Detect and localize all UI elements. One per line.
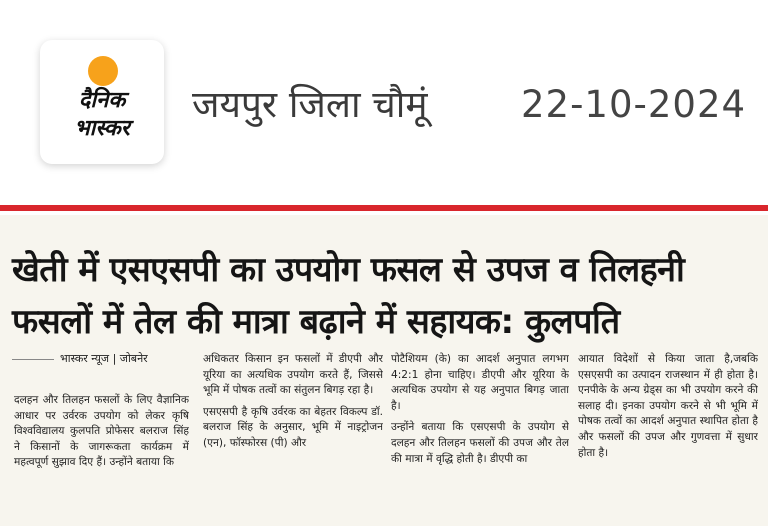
article-column-3	[391, 352, 569, 526]
sun-icon	[88, 56, 118, 86]
article-column-4	[578, 352, 758, 526]
page-header	[0, 0, 768, 208]
byline-rule	[12, 359, 54, 360]
edition-title: जयपुर जिला चौमूं	[192, 83, 428, 126]
paragraph: अधिकतर किसान इन फसलों में डीएपी और यूरिया का अत्यधिक उपयोग करते हैं, जिससे भूमि में पोषक तत्वों का संतुलन बिगड़ रहा है।	[203, 353, 383, 397]
logo-text-line2: भास्कर	[74, 116, 130, 141]
paragraph: दलहन और तिलहन फसलों के लिए वैज्ञानिक आधार पर उर्वरक उपयोग को लेकर कृषि विश्वविद्यालय कुलपति प्रोफेसर बलराज सिंह ने किसानों के जागरूकता कार्यक्रम में महत्वपूर्ण सुझाव दिए हैं। उन्होंने बताया कि	[14, 394, 189, 469]
headline-line-2: फसलों में तेल की मात्रा बढ़ाने में सहायक: कुलपति	[12, 302, 620, 342]
headline-line-1: खेती में एसएसपी का उपयोग फसल से उपज व तिलहनी	[12, 250, 685, 290]
paragraph: आयात विदेशों से किया जाता है,जबकि एसएसपी का उत्पादन राजस्थान में ही होता है। एनपीके के अन्य ग्रेड्स का भी उपयोग करने की सलाह दी। इनका उपयोग करने से भी भूमि में पोषक तत्वों का आदर्श अनुपात स्थापित होता है और फसलों की उपज और गुणवत्ता में सुधार होता है।	[578, 353, 758, 459]
byline	[60, 352, 200, 366]
header-divider	[0, 205, 768, 211]
logo-text-line1: दैनिक	[78, 88, 126, 113]
article-column-1	[14, 393, 189, 526]
paragraph: पोटैशियम (के) का आदर्श अनुपात लगभग 4:2:1 होना चाहिए। डीएपी और यूरिया के अत्यधिक उपयोग से यह अनुपात बिगड़ जाता है।	[391, 353, 569, 412]
dainik-bhaskar-logo	[40, 40, 164, 164]
paragraph: एसएसपी है कृषि उर्वरक का बेहतर विकल्प डॉ. बलराज सिंह के अनुसार, भूमि में नाइट्रोजन (एन), फॉस्फोरस (पी) और	[203, 405, 383, 449]
paragraph: उन्होंने बताया कि एसएसपी के उपयोग से दलहन और तिलहन फसलों की उपज और तेल की मात्रा में वृद्धि होती है। डीएपी का	[391, 421, 569, 465]
byline-text: भास्कर न्यूज | जोबनेर	[60, 352, 148, 365]
edition-date: 22-10-2024	[521, 83, 747, 126]
article-column-2	[203, 352, 383, 526]
